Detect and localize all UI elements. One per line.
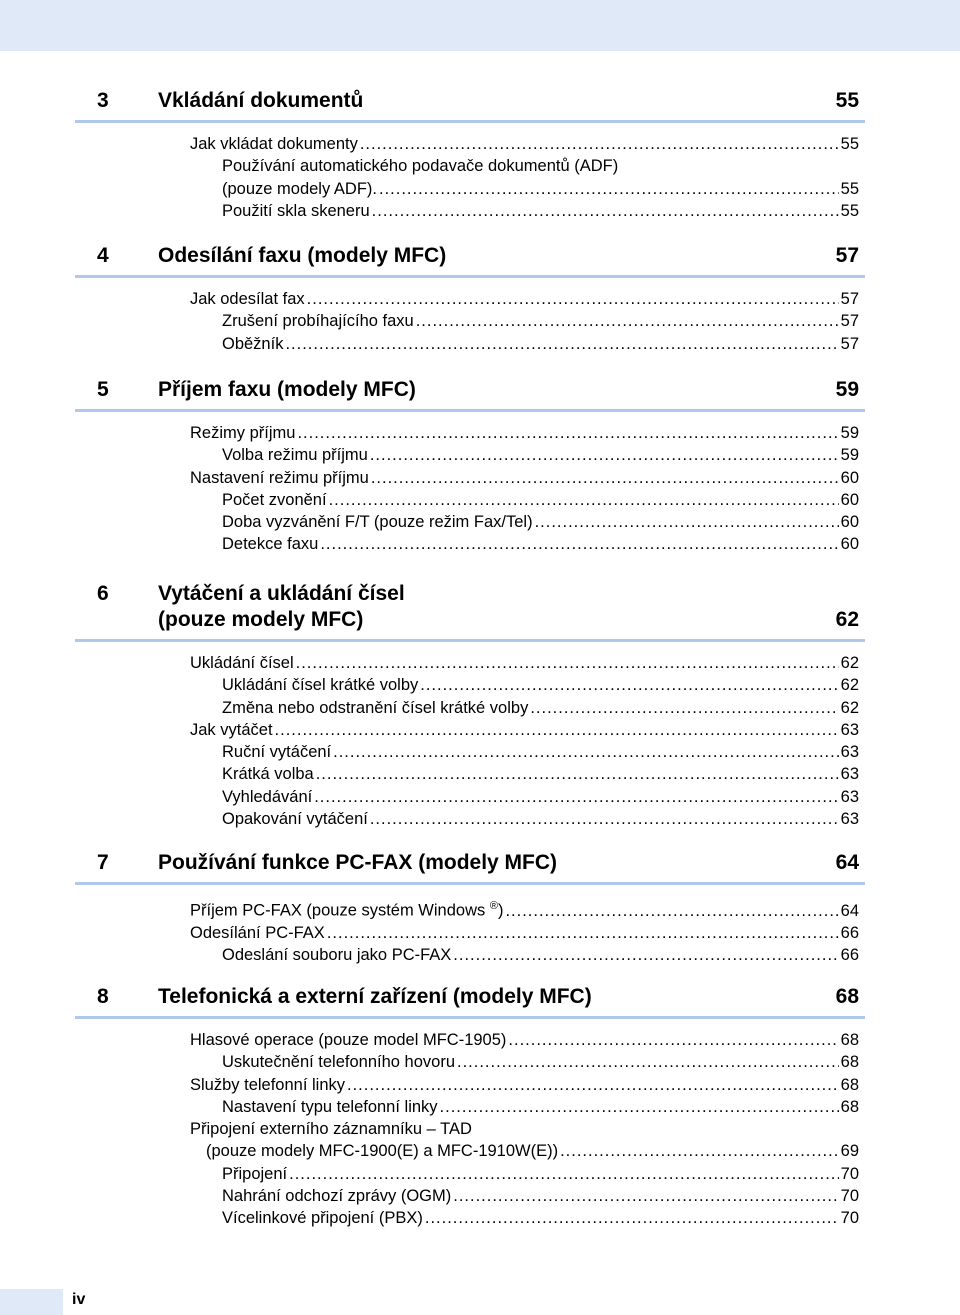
header-band bbox=[0, 0, 960, 51]
dot-leader bbox=[347, 1074, 839, 1096]
toc-entry[interactable] bbox=[75, 719, 865, 741]
entry-page: 60 bbox=[840, 535, 859, 554]
entry-page: 62 bbox=[840, 676, 859, 695]
chapter-8 bbox=[75, 984, 865, 1230]
dot-leader bbox=[333, 741, 839, 763]
toc-entry[interactable] bbox=[75, 310, 865, 332]
entry-page: 57 bbox=[840, 334, 859, 353]
dot-leader bbox=[457, 1051, 839, 1073]
entry-label: Vyhledávání bbox=[222, 787, 313, 806]
dot-leader bbox=[505, 900, 838, 922]
chapter-5 bbox=[75, 377, 865, 556]
toc-entry[interactable] bbox=[75, 944, 865, 966]
entry-label: Odesílání PC-FAX bbox=[190, 923, 325, 942]
entry-label: Zrušení probíhajícího faxu bbox=[222, 312, 414, 331]
entry-page: 69 bbox=[840, 1142, 859, 1161]
dot-leader bbox=[530, 697, 838, 719]
chapter-number: 6 bbox=[97, 582, 109, 605]
dot-leader bbox=[453, 944, 838, 966]
footer-band bbox=[0, 1289, 63, 1315]
toc-entry[interactable] bbox=[75, 808, 865, 830]
dot-leader bbox=[535, 511, 839, 533]
chapter-number: 8 bbox=[97, 985, 109, 1008]
entry-label: Změna nebo odstranění čísel krátké volby bbox=[222, 698, 529, 717]
toc-entry[interactable] bbox=[75, 1096, 865, 1118]
chapter-heading[interactable] bbox=[75, 243, 865, 278]
entry-page: 55 bbox=[840, 135, 859, 153]
chapter-title: Vkládání dokumentů bbox=[158, 89, 364, 112]
toc-entry[interactable] bbox=[75, 467, 865, 489]
dot-leader bbox=[453, 1185, 838, 1207]
chapter-title: Používání funkce PC-FAX (modely MFC) bbox=[158, 851, 558, 874]
entry-label: Krátká volba bbox=[222, 765, 314, 784]
dot-leader bbox=[360, 133, 839, 155]
entry-page: 63 bbox=[840, 765, 859, 784]
entry-page: 55 bbox=[840, 179, 859, 198]
entry-page: 59 bbox=[840, 424, 859, 442]
entry-page: 57 bbox=[840, 290, 859, 308]
toc-entry[interactable] bbox=[75, 444, 865, 466]
chapter-title: Příjem faxu (modely MFC) bbox=[158, 378, 416, 401]
entry-label: Vícelinkové připojení (PBX) bbox=[222, 1209, 423, 1228]
entry-label: Volba režimu příjmu bbox=[222, 446, 368, 465]
dot-leader bbox=[370, 808, 839, 830]
toc-entry[interactable] bbox=[75, 200, 865, 222]
entry-page: 60 bbox=[840, 513, 859, 532]
dot-leader bbox=[314, 786, 838, 808]
chapter-page: 68 bbox=[835, 985, 859, 1008]
entry-page: 68 bbox=[840, 1075, 859, 1094]
entry-page: 66 bbox=[840, 923, 859, 942]
chapter-number: 3 bbox=[97, 89, 109, 112]
registered-mark: ® bbox=[489, 900, 498, 912]
dot-leader bbox=[275, 719, 839, 741]
toc-entry[interactable] bbox=[75, 741, 865, 763]
entry-page: 64 bbox=[840, 901, 859, 920]
entry-page: 59 bbox=[840, 446, 859, 465]
chapter-page: 57 bbox=[835, 244, 859, 267]
chapter-4 bbox=[75, 243, 865, 355]
entry-label: Detekce faxu bbox=[222, 535, 319, 554]
entry-label: Uskutečnění telefonního hovoru bbox=[222, 1053, 455, 1072]
toc-entry[interactable] bbox=[75, 422, 865, 444]
dot-leader bbox=[289, 1163, 839, 1185]
entry-label: Opakování vytáčení bbox=[222, 810, 368, 829]
toc-entry[interactable] bbox=[75, 155, 865, 177]
dot-leader bbox=[420, 674, 838, 696]
entry-label: Připojení bbox=[222, 1164, 288, 1183]
chapter-number: 7 bbox=[97, 851, 109, 874]
dot-leader bbox=[285, 333, 838, 355]
entry-page: 60 bbox=[840, 490, 859, 509]
chapter-heading[interactable] bbox=[75, 581, 865, 642]
dot-leader bbox=[327, 922, 839, 944]
dot-leader bbox=[372, 200, 839, 222]
entry-label: Ukládání čísel krátké volby bbox=[222, 676, 419, 695]
toc-entry[interactable] bbox=[75, 1029, 865, 1051]
toc-entry[interactable] bbox=[75, 786, 865, 808]
page-number: iv bbox=[72, 1291, 86, 1308]
entry-label: Používání automatického podavače dokumentů (ADF) bbox=[222, 157, 619, 176]
toc-entry[interactable] bbox=[75, 288, 865, 310]
dot-leader bbox=[297, 422, 838, 444]
dot-leader bbox=[425, 1207, 839, 1229]
entry-label: Připojení externího záznamníku – TAD bbox=[190, 1120, 472, 1139]
entry-label: Jak odesílat fax bbox=[190, 290, 305, 308]
dot-leader bbox=[329, 489, 839, 511]
toc-entry[interactable] bbox=[75, 674, 865, 696]
toc-entry[interactable] bbox=[75, 652, 865, 674]
entry-label: Jak vytáčet bbox=[190, 720, 273, 739]
entry-page: 55 bbox=[840, 201, 859, 220]
toc-entry[interactable] bbox=[75, 697, 865, 719]
chapter-title: Odesílání faxu (modely MFC) bbox=[158, 244, 447, 267]
entry-label: Jak vkládat dokumenty bbox=[190, 135, 358, 153]
toc-entry[interactable] bbox=[75, 1074, 865, 1096]
entry-label: Počet zvonění bbox=[222, 490, 327, 509]
dot-leader bbox=[370, 444, 839, 466]
chapter-title: Telefonická a externí zařízení (modely MFC) bbox=[158, 985, 592, 1008]
entry-page: 63 bbox=[840, 743, 859, 762]
entry-label: Hlasové operace (pouze model MFC-1905) bbox=[190, 1031, 507, 1049]
entry-page: 70 bbox=[840, 1209, 859, 1228]
chapter-page: 59 bbox=[835, 378, 859, 401]
chapter-page: 64 bbox=[835, 851, 859, 874]
entry-label: Příjem PC-FAX (pouze systém Windows ®) bbox=[190, 900, 504, 920]
chapter-heading[interactable] bbox=[75, 88, 865, 123]
entry-page: 68 bbox=[840, 1053, 859, 1072]
toc-entry[interactable] bbox=[75, 1051, 865, 1073]
chapter-heading[interactable] bbox=[75, 377, 865, 412]
entry-label: Oběžník bbox=[222, 334, 284, 353]
dot-leader bbox=[416, 310, 839, 332]
entry-page: 66 bbox=[840, 946, 859, 965]
toc-entry[interactable] bbox=[75, 511, 865, 533]
toc-entry[interactable] bbox=[75, 1185, 865, 1207]
dot-leader bbox=[371, 467, 839, 489]
chapter-heading[interactable] bbox=[75, 850, 865, 885]
toc-entry[interactable] bbox=[75, 489, 865, 511]
entry-page: 63 bbox=[840, 787, 859, 806]
toc-entry[interactable] bbox=[75, 533, 865, 555]
entry-page: 63 bbox=[840, 810, 859, 829]
dot-leader bbox=[379, 178, 839, 200]
entry-label: Ruční vytáčení bbox=[222, 743, 332, 762]
dot-leader bbox=[560, 1140, 839, 1162]
dot-leader bbox=[320, 533, 838, 555]
chapter-page: 55 bbox=[835, 89, 859, 112]
toc-entry[interactable] bbox=[75, 1207, 865, 1229]
entry-label: Nahrání odchozí zprávy (OGM) bbox=[222, 1187, 452, 1206]
entry-label: Odeslání souboru jako PC-FAX bbox=[222, 946, 452, 965]
toc-entry[interactable] bbox=[75, 895, 865, 922]
toc-entry[interactable] bbox=[75, 1140, 865, 1162]
chapter-3 bbox=[75, 88, 865, 222]
entry-label: Ukládání čísel bbox=[190, 654, 294, 672]
chapter-7 bbox=[75, 850, 865, 966]
toc-entry[interactable] bbox=[75, 922, 865, 944]
chapter-title-line-2: (pouze modely MFC) bbox=[158, 608, 364, 631]
entry-label: (pouze modely ADF). bbox=[222, 179, 377, 198]
toc-entry[interactable] bbox=[75, 178, 865, 200]
entry-label: Použití skla skeneru bbox=[222, 201, 370, 220]
entry-label: Nastavení typu telefonní linky bbox=[222, 1097, 438, 1116]
chapter-heading[interactable] bbox=[75, 984, 865, 1019]
entry-page: 63 bbox=[840, 720, 859, 739]
toc-entry[interactable] bbox=[75, 133, 865, 155]
entry-label: Nastavení režimu příjmu bbox=[190, 468, 369, 487]
entry-page: 70 bbox=[840, 1164, 859, 1183]
entry-page: 62 bbox=[840, 654, 859, 672]
chapter-number: 4 bbox=[97, 244, 109, 267]
entry-page: 62 bbox=[840, 698, 859, 717]
dot-leader bbox=[508, 1029, 838, 1051]
entry-label: (pouze modely MFC-1900(E) a MFC-1910W(E)) bbox=[206, 1142, 559, 1161]
entry-page: 70 bbox=[840, 1187, 859, 1206]
chapter-number: 5 bbox=[97, 378, 109, 401]
dot-leader bbox=[440, 1096, 839, 1118]
dot-leader bbox=[307, 288, 839, 310]
toc-entry[interactable] bbox=[75, 333, 865, 355]
chapter-title-line-1: Vytáčení a ukládání čísel bbox=[158, 582, 405, 605]
toc-entry[interactable] bbox=[75, 1163, 865, 1185]
chapter-title bbox=[158, 581, 865, 639]
entry-page: 68 bbox=[840, 1031, 859, 1049]
toc-entry[interactable] bbox=[75, 763, 865, 785]
toc-entry[interactable] bbox=[75, 1118, 865, 1140]
entry-page: 68 bbox=[840, 1097, 859, 1116]
entry-page: 57 bbox=[840, 312, 859, 331]
entry-label: Služby telefonní linky bbox=[190, 1075, 346, 1094]
chapter-page: 62 bbox=[835, 608, 859, 631]
entry-label: Režimy příjmu bbox=[190, 424, 296, 442]
entry-page: 60 bbox=[840, 468, 859, 487]
dot-leader bbox=[296, 652, 839, 674]
dot-leader bbox=[316, 763, 839, 785]
chapter-6 bbox=[75, 581, 865, 830]
entry-label: Doba vyzvánění F/T (pouze režim Fax/Tel) bbox=[222, 513, 533, 532]
